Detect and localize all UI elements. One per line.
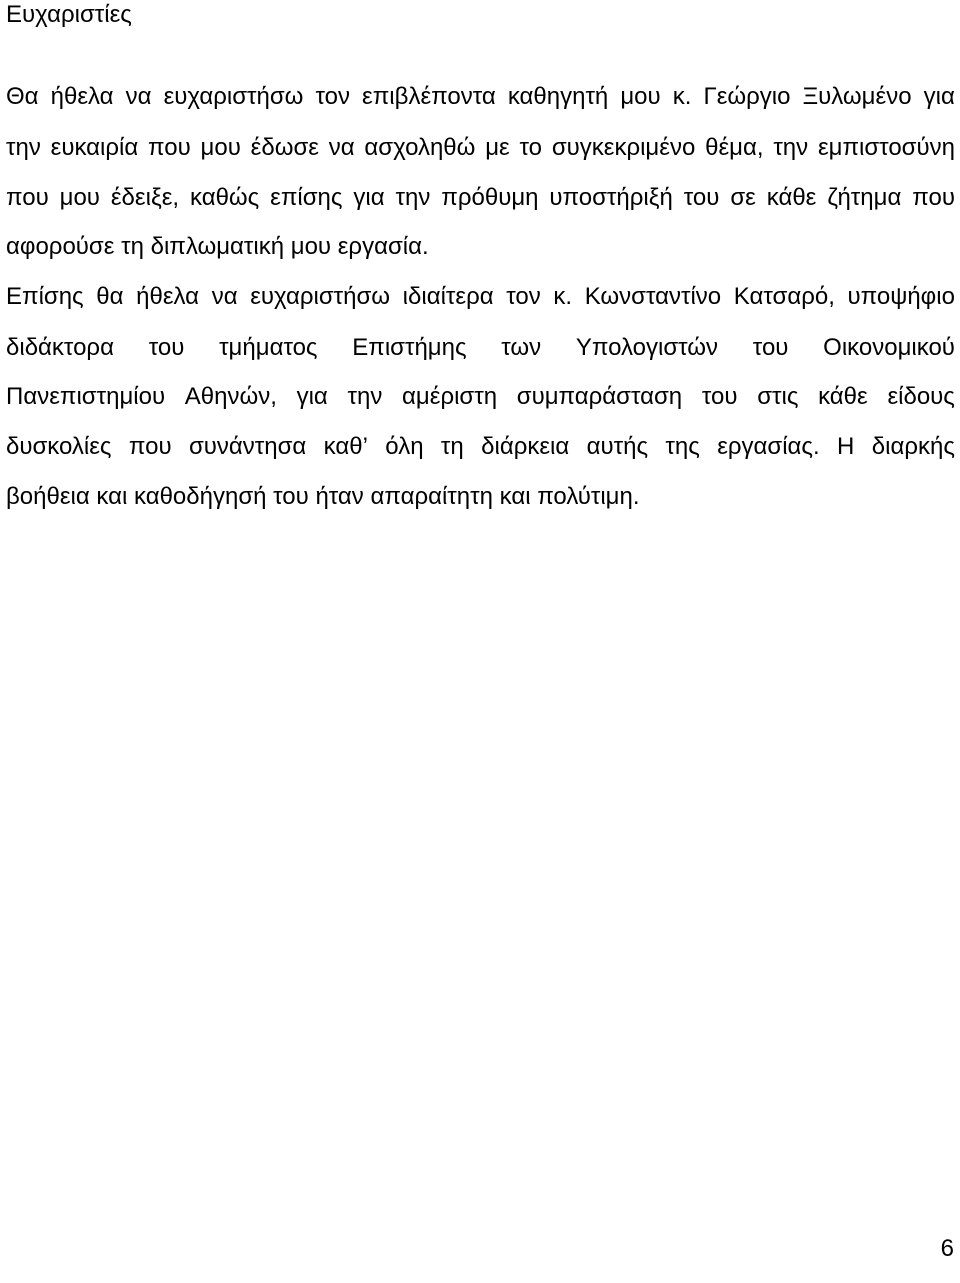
word: συμπαράσταση bbox=[516, 383, 683, 410]
word: θέμα, bbox=[705, 134, 764, 161]
word: διαρκής bbox=[871, 433, 955, 460]
word: τον bbox=[506, 283, 541, 310]
paragraph-2-line-5: βοήθεια και καθοδήγησή του ήταν απαραίτητη και πολύτιμη. bbox=[6, 483, 640, 510]
word: Οικονομικού bbox=[823, 334, 955, 361]
word: να bbox=[211, 283, 238, 310]
word: μου bbox=[59, 184, 100, 211]
word: Υπολογιστών bbox=[575, 334, 719, 361]
word: που bbox=[128, 433, 172, 460]
word: ζήτημα bbox=[827, 184, 902, 211]
word: καθώς bbox=[189, 184, 260, 211]
word: του bbox=[701, 383, 738, 410]
page-number: 6 bbox=[940, 1235, 954, 1262]
paragraph-1-line-1 bbox=[6, 82, 955, 112]
word: ασχοληθώ bbox=[364, 134, 476, 161]
word: καθ’ bbox=[323, 433, 368, 460]
word: διάρκεια bbox=[481, 433, 570, 460]
word: κάθε bbox=[766, 184, 817, 211]
word: με bbox=[485, 134, 510, 161]
word: έδειξε, bbox=[110, 184, 180, 211]
word: Θα bbox=[6, 83, 39, 110]
word: Επιστήμης bbox=[352, 334, 467, 361]
word: τον bbox=[315, 83, 350, 110]
word: για bbox=[923, 83, 955, 110]
word: σε bbox=[730, 184, 756, 211]
word: του bbox=[752, 334, 789, 361]
word: το bbox=[519, 134, 543, 161]
word: τη bbox=[440, 433, 464, 460]
word: του bbox=[148, 334, 185, 361]
word: μου bbox=[620, 83, 661, 110]
word: όλη bbox=[385, 433, 424, 460]
word: Επίσης bbox=[6, 283, 84, 310]
word: μου bbox=[200, 134, 241, 161]
word: να bbox=[125, 83, 152, 110]
word: τμήματος bbox=[219, 334, 318, 361]
word: πρόθυμη bbox=[441, 184, 539, 211]
word: συγκεκριμένο bbox=[551, 134, 696, 161]
word: να bbox=[328, 134, 355, 161]
word: της bbox=[665, 433, 700, 460]
word: των bbox=[501, 334, 542, 361]
word: κ. bbox=[553, 283, 573, 310]
word: είδους bbox=[887, 383, 955, 410]
word: την bbox=[773, 134, 809, 161]
word: επίσης bbox=[270, 184, 343, 211]
word: για bbox=[296, 383, 328, 410]
word: υποστήριξή bbox=[549, 184, 673, 211]
paragraph-2-line-3 bbox=[6, 382, 955, 412]
word: την bbox=[6, 134, 41, 161]
paragraph-2-line-4 bbox=[6, 432, 955, 462]
paragraph-1-line-3 bbox=[6, 183, 955, 213]
word: ευχαριστήσω bbox=[163, 83, 304, 110]
paragraph-1-line-4: αφορούσε τη διπλωματική μου εργασία. bbox=[6, 233, 429, 260]
word: την bbox=[347, 383, 383, 410]
word: αυτής bbox=[586, 433, 649, 460]
paragraph-1-line-2 bbox=[6, 133, 955, 163]
paragraph-2-line-1 bbox=[6, 282, 955, 312]
word: κάθε bbox=[818, 383, 868, 410]
word: την bbox=[395, 184, 431, 211]
word: εργασίας. bbox=[717, 433, 820, 460]
word: δυσκολίες bbox=[6, 433, 112, 460]
word: ευχαριστήσω bbox=[250, 283, 391, 310]
word: Η bbox=[837, 433, 855, 460]
paragraph-2-line-2 bbox=[6, 333, 955, 363]
word: ιδιαίτερα bbox=[402, 283, 494, 310]
word: ήθελα bbox=[50, 83, 114, 110]
word: αμέριστη bbox=[402, 383, 498, 410]
word: θα bbox=[96, 283, 124, 310]
word: που bbox=[912, 184, 955, 211]
word: καθηγητή bbox=[507, 83, 609, 110]
word: Αθηνών, bbox=[184, 383, 277, 410]
word: Γεώργιο bbox=[703, 83, 791, 110]
word: διδάκτορα bbox=[6, 334, 114, 361]
word: συνάντησα bbox=[188, 433, 307, 460]
word: Κωνσταντίνο bbox=[584, 283, 722, 310]
word: Κατσαρό, bbox=[733, 283, 835, 310]
word: Πανεπιστημίου bbox=[6, 383, 166, 410]
word: του bbox=[683, 184, 720, 211]
page-heading: Ευχαριστίες bbox=[6, 1, 132, 28]
word: που bbox=[6, 184, 49, 211]
word: Ξυλωμένο bbox=[802, 83, 912, 110]
word: για bbox=[353, 184, 385, 211]
word: ήθελα bbox=[136, 283, 200, 310]
word: έδωσε bbox=[250, 134, 319, 161]
word: που bbox=[148, 134, 191, 161]
word: επιβλέποντα bbox=[362, 83, 496, 110]
word: κ. bbox=[672, 83, 692, 110]
word: στις bbox=[757, 383, 799, 410]
word: υποψήφιο bbox=[847, 283, 955, 310]
word: ευκαιρία bbox=[50, 134, 139, 161]
word: εμπιστοσύνη bbox=[817, 134, 955, 161]
